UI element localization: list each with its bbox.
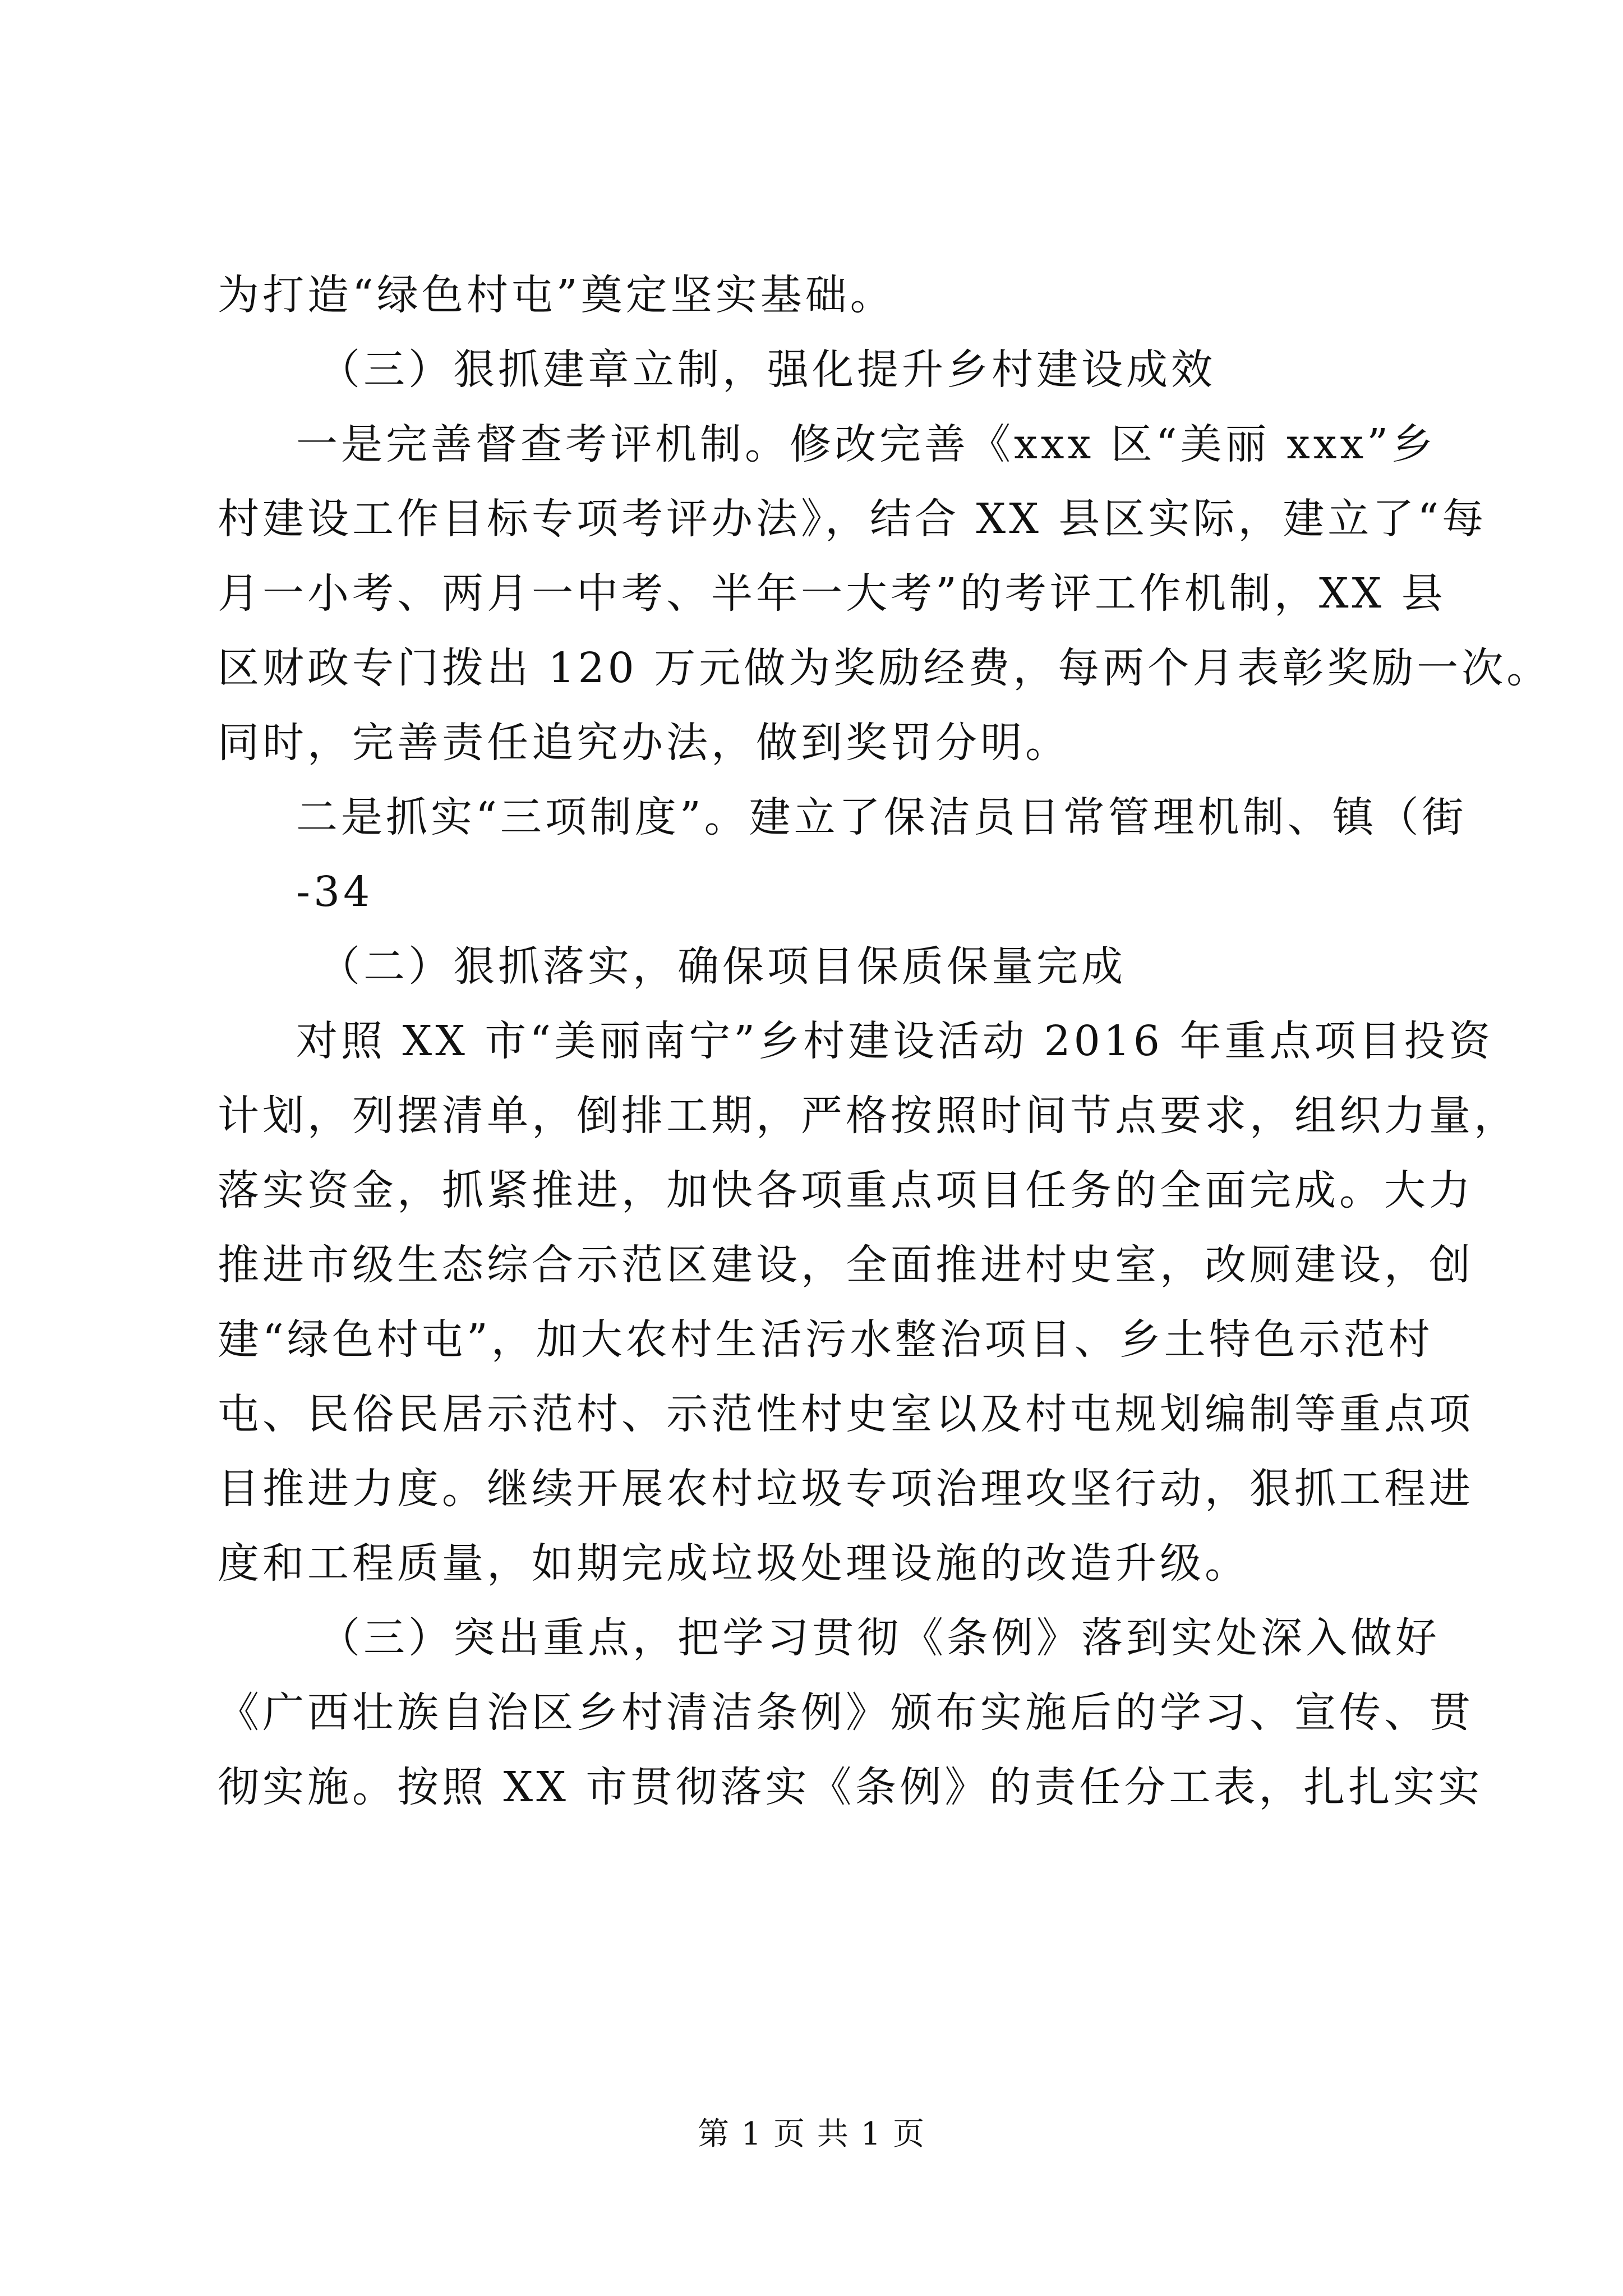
section-heading: （二）狠抓落实，确保项目保质保量完成 [319,942,1126,991]
paragraph-line: 区财政专门拨出 120 万元做为奖励经费，每两个月表彰奖励一次。 [218,644,1552,692]
page-footer: 第 1 页 共 1 页 [697,2116,926,2152]
paragraph-line: 二是抓实“三项制度”。建立了保洁员日常管理机制、镇（街 [296,793,1467,841]
paragraph-line: 落实资金，抓紧推进，加快各项重点项目任务的全面完成。大力 [218,1166,1474,1214]
paragraph-line: 同时，完善责任追究办法，做到奖罚分明。 [218,719,1070,767]
paragraph-line: 目推进力度。继续开展农村垃圾专项治理攻坚行动，狠抓工程进 [218,1465,1474,1513]
section-heading: （三）狠抓建章立制，强化提升乡村建设成效 [319,346,1216,394]
paragraph-line: 《广西壮族自治区乡村清洁条例》颁布实施后的学习、宣传、贯 [218,1688,1474,1737]
paragraph-line: 村建设工作目标专项考评办法》，结合 XX 县区实际，建立了“每 [218,495,1487,543]
paragraph-line: 彻实施。按照 XX 市贯彻落实《条例》的责任分工表，扎扎实实 [218,1763,1483,1811]
paragraph-line: 建“绿色村屯”，加大农村生活污水整治项目、乡土特色示范村 [218,1315,1433,1364]
section-heading: （三）突出重点，把学习贯彻《条例》落到实处深入做好 [319,1614,1440,1662]
paragraph-line: 一是完善督查考评机制。修改完善《xxx 区“美丽 xxx”乡 [296,420,1437,468]
paragraph-line: 度和工程质量，如期完成垃圾处理设施的改造升级。 [218,1539,1249,1588]
paragraph-line: 屯、民俗民居示范村、示范性村史室以及村屯规划编制等重点项 [218,1390,1474,1438]
paragraph-line: 对照 XX 市“美丽南宁”乡村建设活动 2016 年重点项目投资 [296,1017,1494,1065]
paragraph-line: 月一小考、两月一中考、半年一大考”的考评工作机制，XX 县 [218,569,1446,618]
paragraph-line: -34 [296,868,374,916]
document-body [218,258,1552,1825]
paragraph-line: 计划，列摆清单，倒排工期，严格按照时间节点要求，组织力量， [218,1092,1519,1140]
paragraph-line: 为打造“绿色村屯”奠定坚实基础。 [218,271,895,319]
paragraph-line: 推进市级生态综合示范区建设，全面推进村史室，改厕建设，创 [218,1241,1474,1289]
